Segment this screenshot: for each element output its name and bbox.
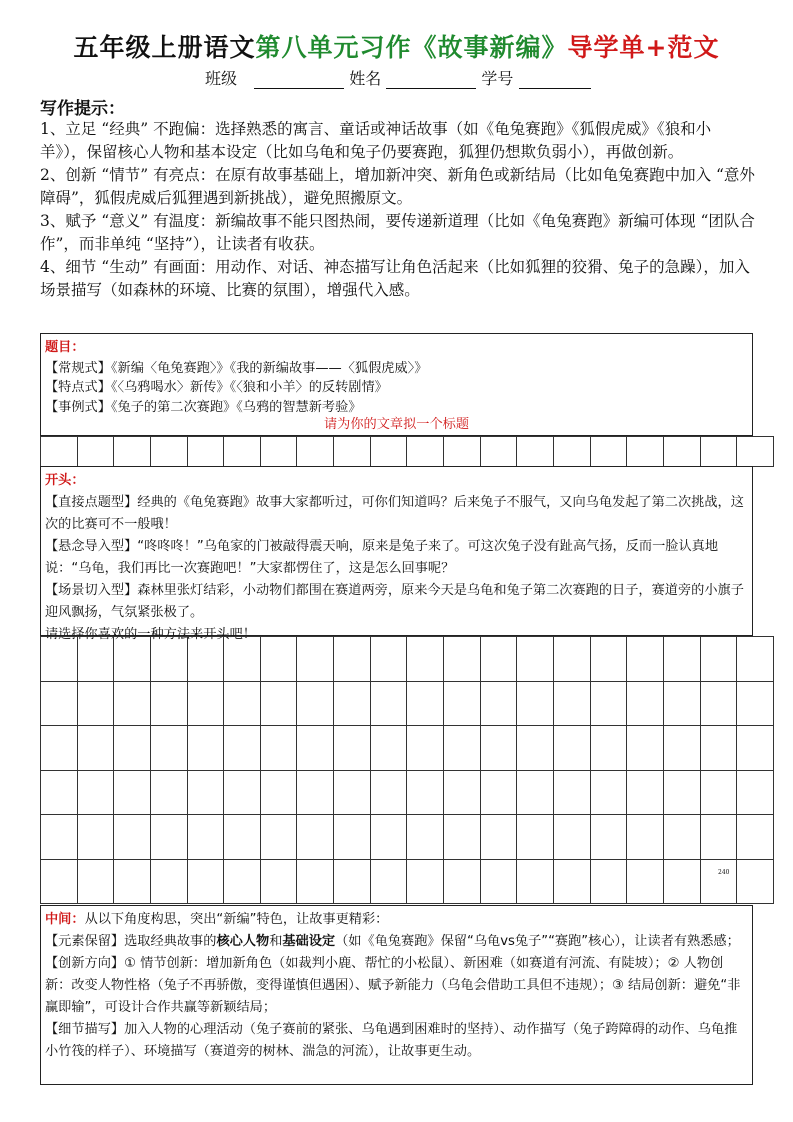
grid-cell[interactable] — [553, 859, 590, 904]
name-field[interactable] — [386, 72, 476, 89]
grid-cell[interactable] — [297, 437, 334, 467]
grid-cell[interactable] — [700, 726, 737, 771]
grid-cell[interactable] — [737, 637, 774, 682]
grid-cell[interactable] — [370, 859, 407, 904]
middle-point-innovation: 【创新方向】① 情节创新：增加新角色（如裁判小鹿、帮忙的小松鼠）、新困难（如赛道有河流、有陡坡）；② 人物创新：改变人物性格（兔子不再骄傲，变得谨慎但遇困）、赋予新能力（乌龟会借助工具但不违规）；③ 结局创新：避免“非赢即输”，可设计合作共赢等新颖结局； — [45, 956, 741, 1015]
middle-section — [40, 905, 753, 1085]
grid-cell[interactable] — [77, 681, 114, 726]
opening-example: 【直接点题型】经典的《龟兔赛跑》故事大家都听过，可你们知道吗？后来兔子不服气，又向乌龟发起了第二次挑战，这次的比赛可不一般哦！ — [45, 495, 744, 532]
grid-cell[interactable] — [590, 681, 627, 726]
grid-cell[interactable] — [370, 681, 407, 726]
grid-cell[interactable] — [224, 637, 261, 682]
middle-bold-text: 核心人物 — [216, 934, 270, 949]
grid-cell[interactable] — [334, 726, 371, 771]
grid-cell[interactable] — [553, 770, 590, 815]
grid-cell[interactable] — [297, 681, 334, 726]
grid-cell[interactable] — [370, 726, 407, 771]
grid-cell[interactable] — [663, 815, 700, 860]
grid-cell[interactable] — [297, 815, 334, 860]
grid-cell[interactable] — [187, 681, 224, 726]
grid-cell[interactable] — [737, 681, 774, 726]
middle-bold-text: 基础设定 — [282, 934, 336, 949]
grid-cell[interactable] — [663, 637, 700, 682]
grid-cell[interactable] — [553, 726, 590, 771]
grid-cell[interactable] — [663, 726, 700, 771]
title-example: 【常规式】《新编〈龟兔赛跑〉》《我的新编故事——〈狐假虎威〉》 — [45, 361, 428, 376]
grid-cell[interactable] — [627, 437, 664, 467]
grid-cell[interactable] — [334, 770, 371, 815]
grid-cell[interactable] — [444, 437, 481, 467]
middle-text: 【元素保留】选取经典故事的 — [45, 934, 217, 949]
title-label: 题目： — [45, 340, 85, 355]
grid-cell[interactable] — [150, 815, 187, 860]
grid-cell[interactable] — [480, 770, 517, 815]
title-writing-grid[interactable] — [40, 436, 774, 467]
middle-intro: 从以下角度构思，突出“新编”特色，让故事更精彩： — [84, 912, 389, 927]
grid-cell[interactable] — [480, 437, 517, 467]
grid-cell[interactable] — [553, 437, 590, 467]
opening-writing-grid[interactable] — [40, 636, 774, 904]
grid-cell[interactable] — [41, 437, 78, 467]
grid-cell[interactable] — [627, 770, 664, 815]
grid-cell[interactable] — [334, 859, 371, 904]
grid-cell[interactable] — [444, 815, 481, 860]
grid-cell[interactable] — [480, 681, 517, 726]
grid-cell[interactable] — [41, 770, 78, 815]
grid-cell[interactable] — [700, 637, 737, 682]
tip-item: 2、创新 “情节” 有亮点：在原有故事基础上，增加新冲突、新角色或新结局（比如龟兔赛跑中加入 “意外障碍”，狐假虎威后狐狸遇到新挑战），避免照搬原文。 — [40, 166, 755, 207]
grid-cell[interactable] — [41, 637, 78, 682]
grid-cell[interactable] — [370, 637, 407, 682]
grid-cell[interactable] — [480, 637, 517, 682]
grid-cell[interactable] — [700, 437, 737, 467]
grid-cell[interactable] — [553, 681, 590, 726]
middle-label: 中间： — [45, 912, 85, 927]
title-part-green: 第八单元习作《故事新编》 — [255, 33, 568, 62]
grid-cell[interactable] — [334, 681, 371, 726]
grid-cell[interactable] — [114, 681, 151, 726]
grid-cell[interactable] — [737, 859, 774, 904]
grid-cell[interactable] — [663, 770, 700, 815]
grid-cell[interactable] — [150, 681, 187, 726]
grid-cell[interactable] — [187, 859, 224, 904]
grid-cell[interactable] — [407, 681, 444, 726]
grid-cell[interactable] — [297, 859, 334, 904]
grid-cell[interactable] — [627, 859, 664, 904]
grid-cell[interactable] — [444, 770, 481, 815]
title-example: 【事例式】《兔子的第二次赛跑》《乌鸦的智慧新考验》 — [45, 400, 362, 415]
title-hint: 请为你的文章拟一个标题 — [323, 417, 470, 432]
grid-cell[interactable] — [77, 637, 114, 682]
grid-cell[interactable] — [663, 681, 700, 726]
grid-cell[interactable] — [553, 815, 590, 860]
title-example: 【特点式】《〈乌鸦喝水〉新传》《〈狼和小羊〉的反转剧情》 — [45, 380, 388, 395]
grid-cell[interactable] — [41, 859, 78, 904]
grid-cell[interactable] — [480, 859, 517, 904]
grid-cell[interactable] — [627, 681, 664, 726]
grid-cell[interactable] — [627, 637, 664, 682]
page-title — [0, 28, 793, 64]
opening-example: 【场景切入型】森林里张灯结彩，小动物们都围在赛道两旁，原来今天是乌龟和兔子第二次赛跑的日子，赛道旁的小旗子迎风飘扬，气氛紧张极了。 — [45, 583, 744, 620]
grid-cell[interactable] — [150, 859, 187, 904]
class-label: 班级 — [205, 69, 238, 88]
middle-text: （如《龟兔赛跑》保留“乌龟vs兔子”“赛跑”核心），让读者有熟悉感； — [335, 934, 740, 949]
grid-cell[interactable] — [224, 859, 261, 904]
tips-list — [40, 118, 755, 302]
tip-item: 1、立足 “经典” 不跑偏：选择熟悉的寓言、童话或神话故事（如《龟兔赛跑》《狐假虎威》《狼和小羊》），保留核心人物和基本设定（比如乌龟和兔子仍要赛跑，狐狸仍想欺负弱小），再做创新。 — [40, 120, 712, 161]
grid-cell[interactable] — [114, 637, 151, 682]
grid-cell[interactable] — [41, 681, 78, 726]
grid-cell[interactable] — [737, 437, 774, 467]
grid-cell[interactable] — [77, 815, 114, 860]
grid-cell[interactable] — [700, 859, 737, 904]
title-part-red: 导学单+范文 — [567, 33, 720, 62]
grid-cell[interactable] — [407, 815, 444, 860]
grid-cell[interactable] — [590, 437, 627, 467]
grid-cell[interactable] — [224, 815, 261, 860]
grid-cell[interactable] — [444, 637, 481, 682]
grid-cell[interactable] — [260, 859, 297, 904]
grid-cell[interactable] — [370, 437, 407, 467]
grid-cell[interactable] — [407, 726, 444, 771]
grid-cell[interactable] — [260, 437, 297, 467]
grid-cell[interactable] — [150, 637, 187, 682]
tip-item: 3、赋予 “意义” 有温度：新编故事不能只图热闹，要传递新道理（比如《龟兔赛跑》新编可体现 “团队合作”，而非单纯 “坚持”），让读者有收获。 — [40, 212, 755, 253]
grid-cell[interactable] — [187, 637, 224, 682]
grid-cell[interactable] — [187, 815, 224, 860]
grid-cell[interactable] — [77, 726, 114, 771]
grid-cell[interactable] — [663, 859, 700, 904]
grid-cell[interactable] — [187, 770, 224, 815]
grid-cell[interactable] — [517, 770, 554, 815]
title-section — [40, 333, 753, 436]
middle-point-elements — [45, 931, 748, 953]
grid-cell[interactable] — [517, 859, 554, 904]
title-part-black: 五年级上册语文 — [73, 33, 256, 62]
grid-cell[interactable] — [114, 770, 151, 815]
middle-point-details: 【细节描写】加入人物的心理活动（兔子赛前的紧张、乌龟遇到困难时的坚持）、动作描写（兔子跨障碍的动作、乌龟推小竹筏的样子）、环境描写（赛道旁的树林、湍急的河流），让故事更生动。 — [45, 1022, 738, 1059]
grid-cell[interactable] — [444, 726, 481, 771]
grid-cell[interactable] — [627, 726, 664, 771]
grid-cell[interactable] — [627, 815, 664, 860]
grid-cell[interactable] — [114, 815, 151, 860]
grid-cell[interactable] — [480, 726, 517, 771]
grid-cell[interactable] — [700, 681, 737, 726]
grid-cell[interactable] — [334, 815, 371, 860]
grid-cell[interactable] — [700, 815, 737, 860]
student-info — [205, 66, 591, 89]
grid-cell[interactable] — [334, 437, 371, 467]
grid-cell[interactable] — [444, 859, 481, 904]
grid-cell[interactable] — [260, 637, 297, 682]
grid-cell[interactable] — [590, 726, 627, 771]
grid-cell[interactable] — [517, 815, 554, 860]
grid-cell[interactable] — [41, 726, 78, 771]
grid-cell[interactable] — [224, 681, 261, 726]
grid-cell[interactable] — [517, 681, 554, 726]
grid-cell[interactable] — [187, 726, 224, 771]
grid-cell[interactable] — [444, 681, 481, 726]
grid-cell[interactable] — [150, 726, 187, 771]
grid-cell[interactable] — [553, 637, 590, 682]
middle-text: 和 — [269, 934, 283, 949]
grid-cell[interactable] — [297, 637, 334, 682]
grid-cell[interactable] — [77, 859, 114, 904]
grid-cell[interactable] — [114, 859, 151, 904]
grid-cell[interactable] — [737, 726, 774, 771]
grid-cell[interactable] — [260, 726, 297, 771]
grid-cell[interactable] — [590, 859, 627, 904]
grid-cell[interactable] — [407, 770, 444, 815]
grid-cell[interactable] — [480, 815, 517, 860]
grid-cell[interactable] — [334, 637, 371, 682]
name-label: 姓名 — [349, 69, 382, 88]
grid-cell[interactable] — [150, 437, 187, 467]
grid-cell[interactable] — [517, 437, 554, 467]
grid-cell[interactable] — [590, 637, 627, 682]
grid-cell[interactable] — [297, 726, 334, 771]
grid-cell[interactable] — [517, 726, 554, 771]
grid-cell[interactable] — [114, 437, 151, 467]
grid-cell[interactable] — [187, 437, 224, 467]
grid-cell[interactable] — [150, 770, 187, 815]
grid-cell[interactable] — [407, 437, 444, 467]
word-count-mark: 240 — [718, 869, 730, 876]
id-label: 学号 — [481, 69, 514, 88]
grid-cell[interactable] — [114, 726, 151, 771]
grid-cell[interactable] — [77, 770, 114, 815]
grid-cell[interactable] — [407, 637, 444, 682]
grid-cell[interactable] — [663, 437, 700, 467]
grid-cell[interactable] — [590, 770, 627, 815]
grid-cell[interactable] — [517, 637, 554, 682]
grid-cell[interactable] — [407, 859, 444, 904]
opening-section — [40, 466, 753, 642]
tips-heading: 写作提示： — [40, 99, 125, 119]
grid-cell[interactable] — [370, 770, 407, 815]
grid-cell[interactable] — [77, 437, 114, 467]
grid-cell[interactable] — [260, 815, 297, 860]
grid-cell[interactable] — [224, 770, 261, 815]
grid-cell[interactable] — [737, 770, 774, 815]
grid-cell[interactable] — [737, 815, 774, 860]
grid-cell[interactable] — [370, 815, 407, 860]
grid-cell[interactable] — [590, 815, 627, 860]
grid-cell[interactable] — [297, 770, 334, 815]
tip-item: 4、细节 “生动” 有画面：用动作、对话、神态描写让角色活起来（比如狐狸的狡猾、兔子的急躁），加入场景描写（如森林的环境、比赛的氛围），增强代入感。 — [40, 258, 750, 299]
class-field[interactable] — [254, 72, 344, 89]
grid-cell[interactable] — [260, 770, 297, 815]
opening-label: 开头： — [45, 473, 85, 488]
id-field[interactable] — [519, 72, 591, 89]
grid-cell[interactable] — [41, 815, 78, 860]
grid-cell[interactable] — [260, 681, 297, 726]
grid-cell[interactable] — [224, 726, 261, 771]
opening-hint: 请选择你喜欢的一种方法来开头吧！ — [45, 627, 256, 642]
opening-example: 【悬念导入型】“咚咚咚！”乌龟家的门被敲得震天响，原来是兔子来了。可这次兔子没有趾高气扬，反而一脸认真地说：“乌龟，我们再比一次赛跑吧！”大家都愣住了，这是怎么回事呢？ — [45, 539, 719, 576]
grid-cell[interactable] — [224, 437, 261, 467]
grid-cell[interactable] — [700, 770, 737, 815]
